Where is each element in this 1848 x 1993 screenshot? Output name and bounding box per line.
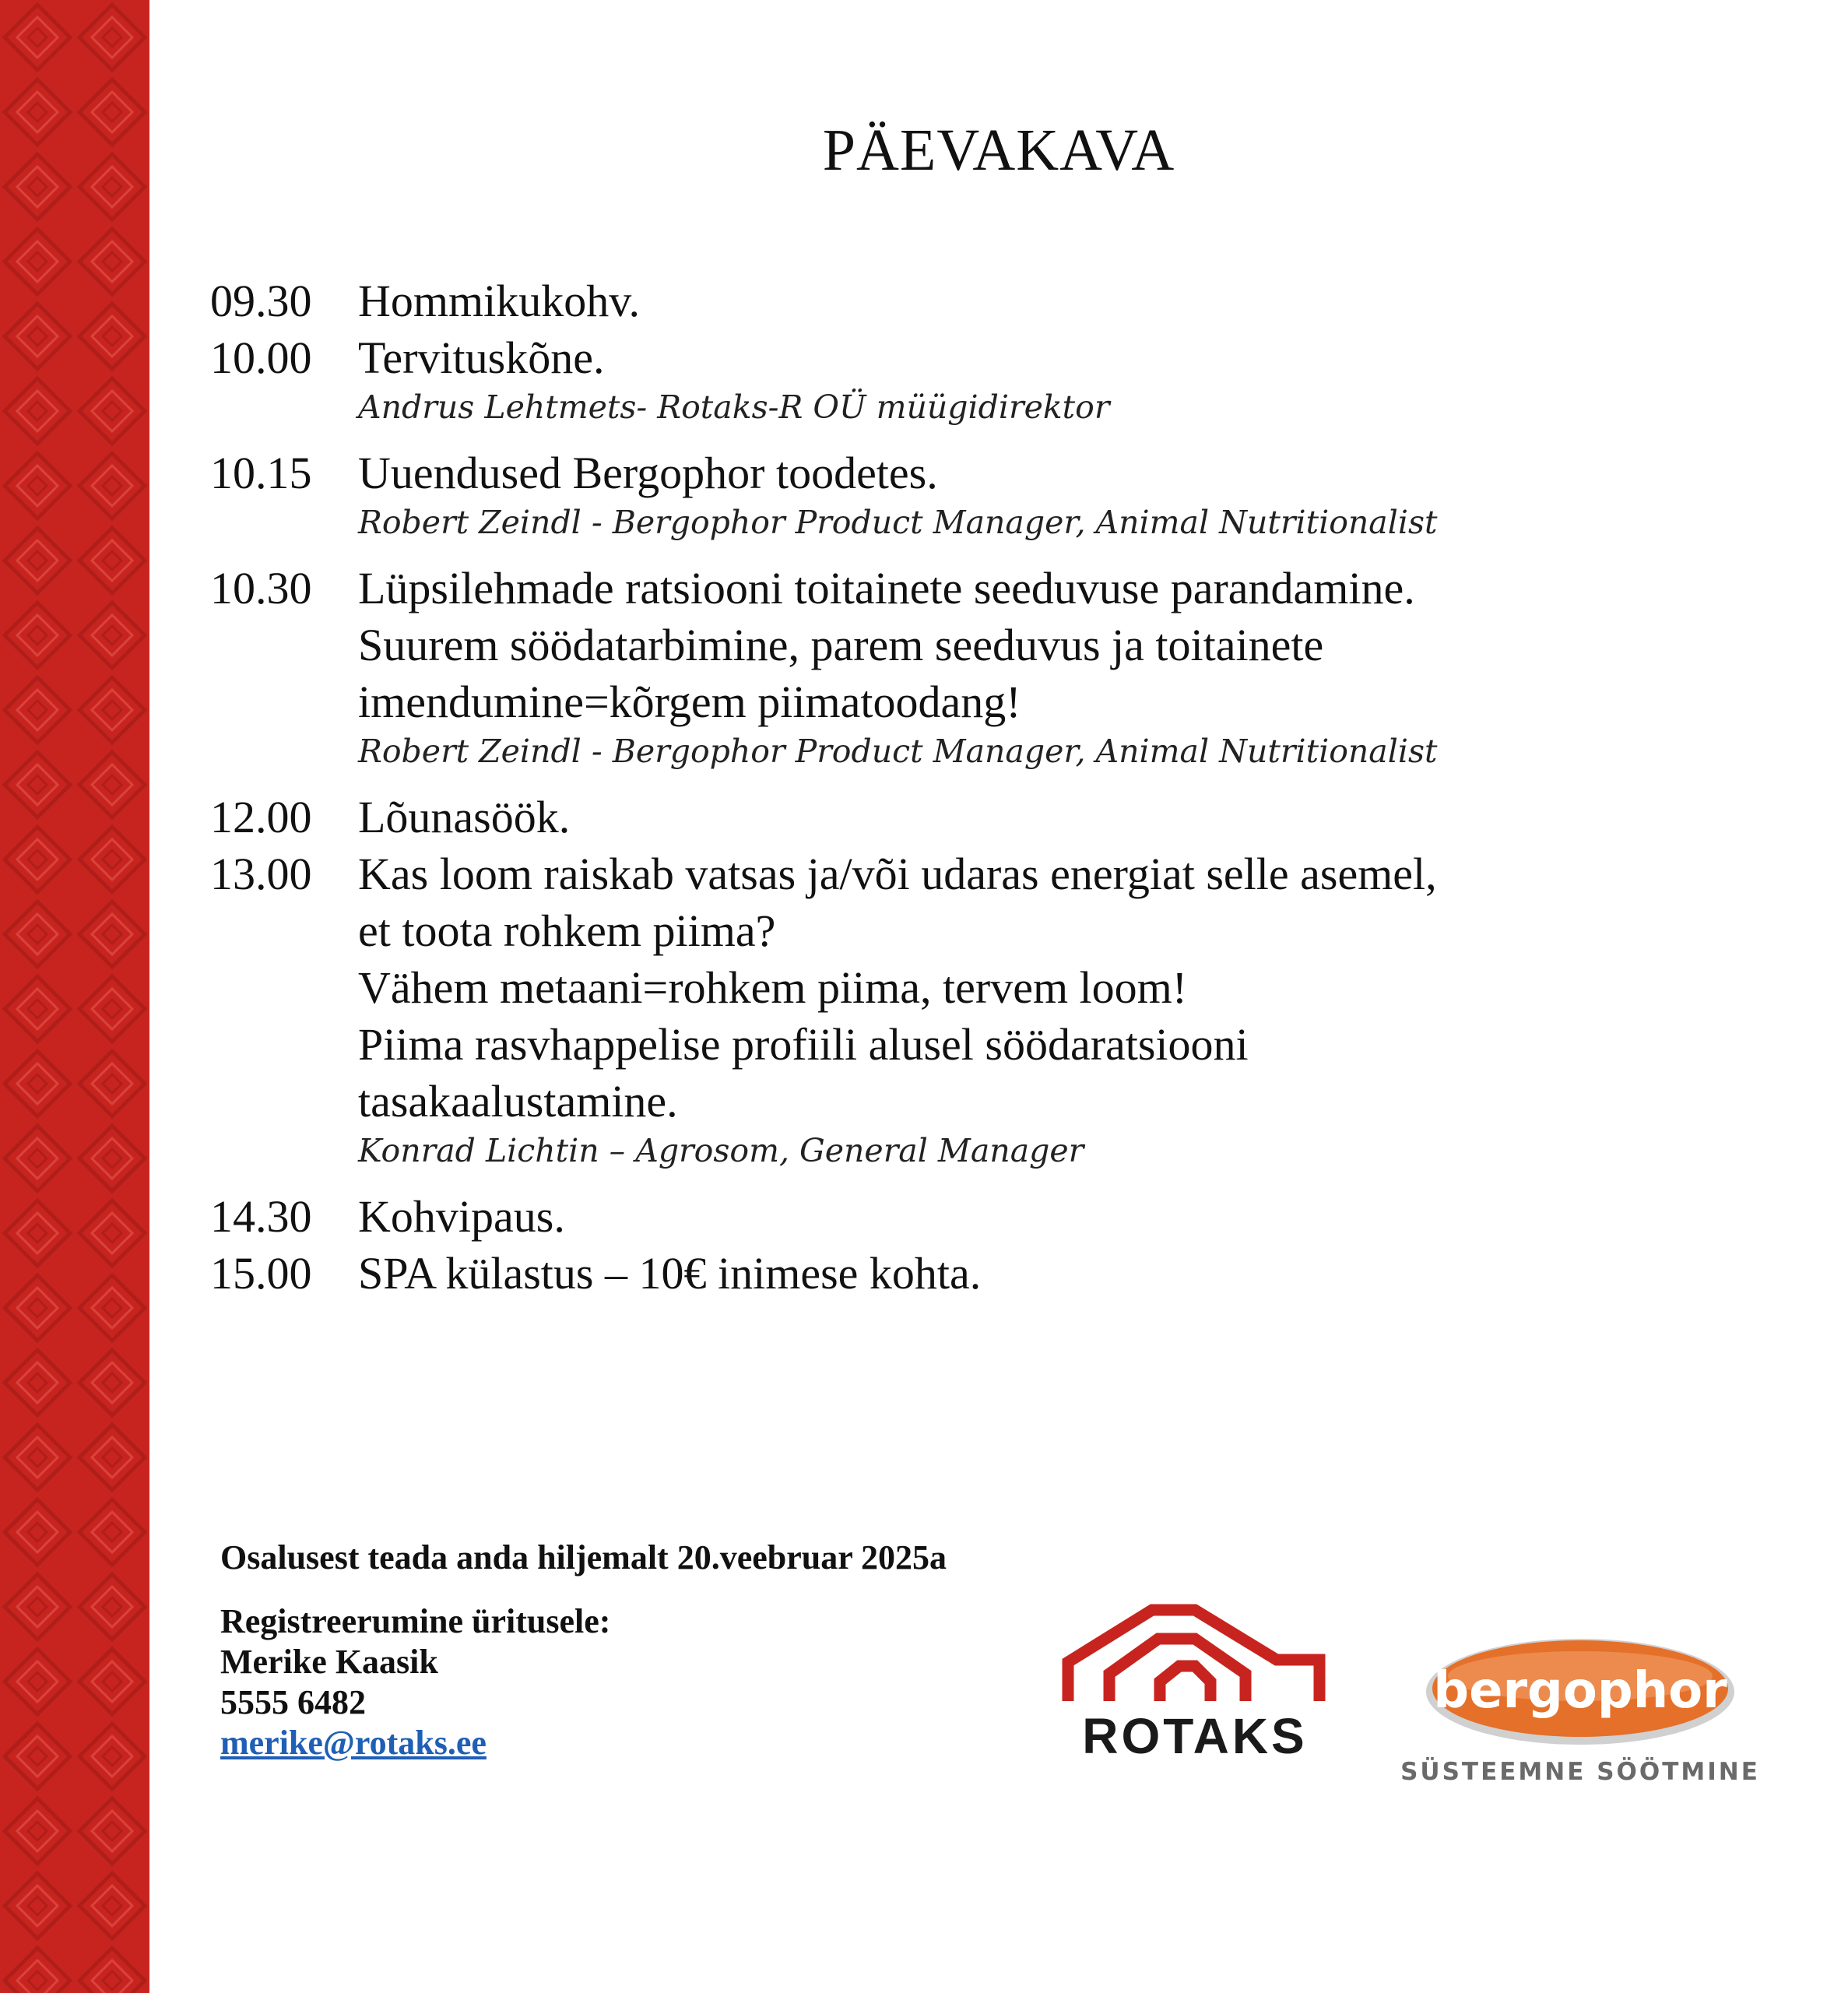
agenda-topic-line: Piima rasvhappelise profiili alusel söödaratsiooni [358,1019,1249,1070]
agenda-topic-line: Uuendused Bergophor toodetes. [358,448,938,498]
agenda-time: 15.00 [210,1248,312,1299]
agenda-topic-line: Kohvipaus. [358,1191,565,1242]
decorative-side-band [0,0,149,1993]
bergophor-tagline: SÜSTEEMNE SÖÖTMINE [1400,1758,1760,1786]
agenda-body [358,560,1611,773]
page-title: PÄEVAKAVA [822,118,1175,183]
agenda-topic-line: Suurem söödatarbimine, parem seeduvus ja toitainete [358,620,1324,670]
agenda-item [210,845,1611,1172]
agenda-body [358,845,1611,1172]
agenda-topic-line: Lõunasöök. [358,792,571,842]
rotaks-wordmark: ROTAKS [1082,1708,1308,1764]
bergophor-wordmark: bergophor [1433,1662,1727,1720]
contact-phone: 5555 6482 [220,1683,366,1721]
agenda-item [210,272,1611,329]
agenda-time: 09.30 [210,276,312,326]
agenda-item [210,789,1611,845]
agenda-item [210,445,1611,544]
agenda-body [358,272,1611,329]
agenda-topic-line: Kas loom raiskab vatsas ja/või udaras energiat selle asemel, [358,849,1437,899]
rotaks-roof-icon [1068,1610,1319,1701]
agenda-time: 13.00 [210,849,312,899]
agenda-topic-line: et toota rohkem piima? [358,905,776,956]
agenda-body [358,329,1611,429]
agenda-speaker: Robert Zeindl - Bergophor Product Manager, Animal Nutritionalist [358,733,1438,770]
agenda-time: 12.00 [210,792,312,842]
agenda-body [358,789,1611,845]
agenda-item [210,329,1611,429]
deadline-text: Osalusest teada anda hiljemalt 20.veebruar 2025a [220,1538,947,1576]
agenda-time: 10.00 [210,332,312,383]
agenda-topic-line: tasakaalustamine. [358,1076,678,1127]
agenda-time: 10.30 [210,563,312,613]
agenda-topic-line: Lüpsilehmade ratsiooni toitainete seeduvuse parandamine. [358,563,1415,613]
agenda-body [358,1188,1611,1245]
agenda-item [210,1188,1611,1245]
agenda-topic-line: Hommikukohv. [358,276,640,326]
agenda-speaker: Andrus Lehtmets- Rotaks-R OÜ müügidirektor [358,388,1110,426]
agenda-topic-line: SPA külastus – 10€ inimese kohta. [358,1248,982,1299]
agenda-item [210,560,1611,773]
agenda-topic-line: Tervituskõne. [358,332,605,383]
contact-email-link[interactable]: merike@rotaks.ee [220,1724,487,1762]
registration-label: Registreerumine üritusele: [220,1602,611,1640]
agenda-time: 10.15 [210,448,312,498]
agenda-body [358,445,1611,544]
agenda-topic-line: imendumine=kõrgem piimatoodang! [358,677,1021,727]
agenda-list [210,272,1611,1302]
agenda-topic-line: Vähem metaani=rohkem piima, tervem loom! [358,962,1188,1013]
diamond-pattern-icon [0,0,149,1993]
agenda-speaker: Robert Zeindl - Bergophor Product Manager, Animal Nutritionalist [358,504,1438,541]
contact-name: Merike Kaasik [220,1643,438,1681]
agenda-speaker: Konrad Lichtin – Agrosom, General Manager [358,1132,1084,1169]
agenda-item [210,1245,1611,1302]
rotaks-logo [1059,1604,1331,1767]
agenda-time: 14.30 [210,1191,312,1242]
registration-info [220,1538,947,1763]
agenda-body [358,1245,1611,1302]
